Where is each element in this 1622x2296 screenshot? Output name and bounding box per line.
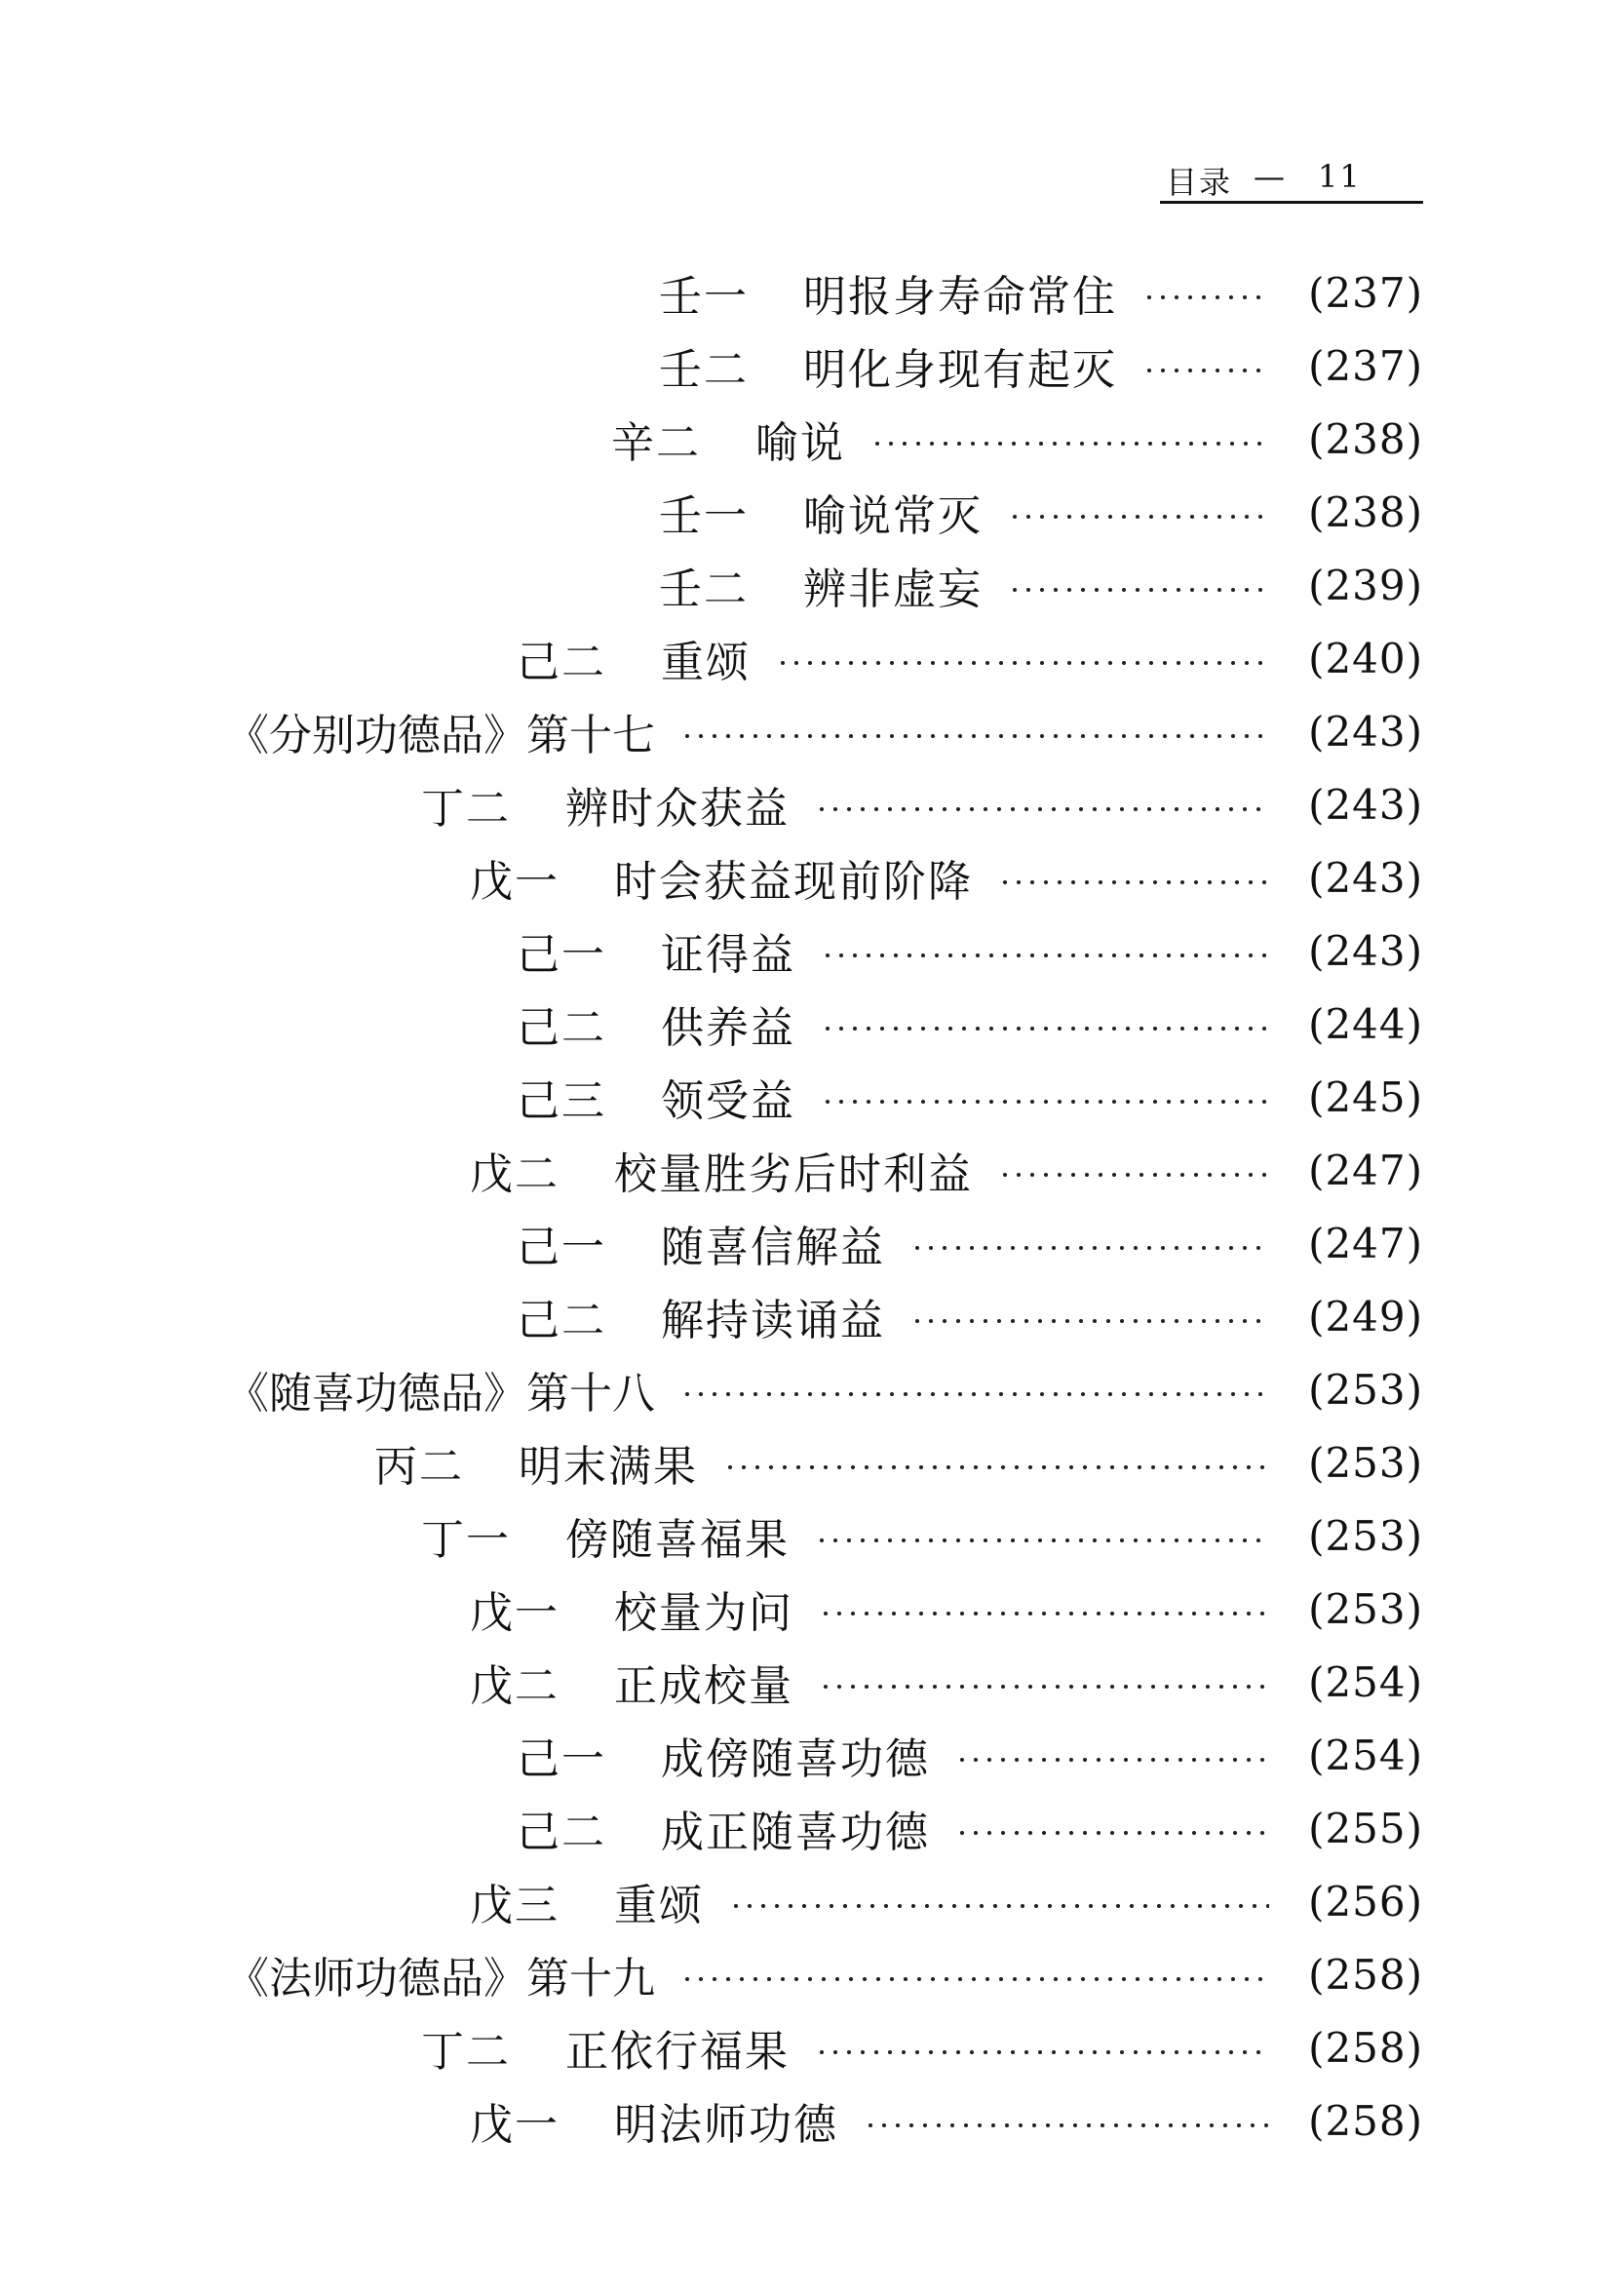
toc-entry-code: 戊一 [470,857,560,907]
toc-entry-code: 丙二 [374,1442,464,1492]
toc-entry-code: 戊三 [470,1881,560,1930]
toc-entry-title: 正成校量 [614,1661,793,1711]
toc-entry [421,1506,1423,1565]
toc-entry [517,629,1423,687]
toc-entry-page: (238) [1308,487,1423,536]
toc-entry-title: 傍随喜福果 [565,1515,790,1565]
dot-leader [723,1465,1269,1469]
toc-entry [470,1872,1423,1930]
toc-entry [517,994,1423,1053]
toc-entry-code: 壬一 [659,272,749,322]
toc-entry-code: 戊二 [470,1661,560,1711]
dot-leader [819,1685,1269,1689]
toc-chapter-entry [226,1945,1423,2004]
toc-entry-code: 壬一 [659,491,749,541]
dot-leader [819,1612,1269,1615]
toc-entry [659,336,1423,395]
toc-entry-code: 己二 [517,1808,606,1857]
dot-leader [1142,369,1269,372]
toc-entry [517,1287,1423,1345]
toc-entry-page: (253) [1308,1511,1423,1560]
toc-entry-code: 戊一 [470,2100,560,2150]
toc-entry-title: 明法师功德 [614,2100,838,2150]
dot-leader [680,734,1269,738]
toc-entry-title: 明报身寿命常住 [803,272,1117,322]
toc-entry [517,1214,1423,1272]
toc-entry-title: 成傍随喜功德 [661,1734,930,1784]
toc-entry-page: (243) [1308,926,1423,975]
dot-leader [870,442,1269,446]
toc-entry-title: 供养益 [661,1003,795,1053]
dot-leader [998,1173,1269,1177]
toc-entry-code: 己二 [517,1296,606,1345]
toc-entry-title: 辨非虚妄 [803,564,983,614]
toc-entry-title: 喻说常灭 [803,491,983,541]
toc-entry-title: 重颂 [614,1881,704,1930]
toc-entry-title: 明末满果 [519,1442,698,1492]
toc-entry-title: 辨时众获益 [565,784,790,834]
toc-entry-title: 校量胜劣后时利益 [614,1149,973,1199]
toc-entry-page: (258) [1308,2023,1423,2072]
toc-entry-page: (238) [1308,414,1423,463]
toc-entry [611,409,1423,468]
toc-entry-title: 正依行福果 [565,2027,790,2077]
toc-entry-page: (258) [1308,2096,1423,2145]
toc-entry-page: (237) [1308,268,1423,317]
dot-leader [1008,515,1269,519]
toc-entry-title: 证得益 [661,930,795,980]
toc-entry-page: (243) [1308,707,1423,756]
dot-leader [998,880,1269,884]
header-section-label: 目录 [1166,164,1233,201]
toc-entry-code: 己一 [517,1223,606,1272]
toc-entry-code: 丁二 [421,784,511,834]
toc-entry-title: 领受益 [661,1076,795,1126]
toc-entry-code: 丁二 [421,2027,511,2077]
toc-entry-code: 壬二 [659,564,749,614]
toc-entry-page: (253) [1308,1438,1423,1487]
toc-entry-page: (256) [1308,1877,1423,1926]
dot-leader [776,661,1269,665]
dot-leader [815,1538,1269,1542]
toc-chapter-entry [226,702,1423,760]
dot-leader [1142,295,1269,299]
toc-entry-title: 时会获益现前阶降 [614,857,973,907]
toc-chapter-entry [226,1360,1423,1419]
toc-entry-page: (240) [1308,634,1423,682]
toc-entry [421,775,1423,834]
toc-entry-page: (244) [1308,999,1423,1048]
toc-chapter-title: 《分别功德品》第十七 [226,711,655,760]
dot-leader [910,1246,1269,1250]
toc-entry [517,921,1423,980]
dot-leader [864,2123,1269,2127]
toc-entry [470,1579,1423,1638]
toc-entry-code: 己一 [517,930,606,980]
toc-chapter-title: 《法师功德品》第十九 [226,1954,655,2004]
dot-leader [821,1100,1269,1104]
toc-entry [517,1726,1423,1784]
toc-entry [659,263,1423,322]
toc-entry-page: (253) [1308,1584,1423,1633]
toc-entry-code: 壬二 [659,345,749,395]
toc-entry-page: (254) [1308,1731,1423,1779]
toc-entry-code: 戊二 [470,1149,560,1199]
dot-leader [1008,588,1269,592]
toc-entry-title: 重颂 [661,638,751,687]
toc-entry [517,1799,1423,1857]
toc-entry [470,2091,1423,2150]
toc-entry-page: (247) [1308,1219,1423,1267]
toc-entry-page: (249) [1308,1292,1423,1341]
toc-entry-code: 戊一 [470,1588,560,1638]
toc-entry [470,1653,1423,1711]
toc-entry-page: (237) [1308,341,1423,390]
header-page-number: 11 [1318,158,1362,195]
dot-leader [821,1027,1269,1031]
toc-entry-page: (243) [1308,853,1423,902]
dot-leader [815,2050,1269,2054]
dot-leader [729,1904,1269,1908]
toc-entry-page: (255) [1308,1804,1423,1852]
toc-entry-page: (245) [1308,1072,1423,1121]
dot-leader [680,1392,1269,1396]
toc-entry-page: (243) [1308,780,1423,829]
toc-entry-code: 辛二 [611,418,701,468]
toc-entry-code: 己一 [517,1734,606,1784]
dot-leader [955,1831,1269,1835]
dot-leader [910,1319,1269,1323]
dot-leader [815,807,1269,811]
header-dash: — [1254,158,1287,195]
toc-entry [421,2018,1423,2077]
toc-entry-code: 己二 [517,1003,606,1053]
dot-leader [955,1758,1269,1762]
toc-entry [517,1068,1423,1126]
toc-entry-code: 丁一 [421,1515,511,1565]
toc-entry-title: 喻说 [755,418,845,468]
toc-entry [659,556,1423,614]
toc-entry-title: 随喜信解益 [661,1223,885,1272]
toc-entry-title: 解持读诵益 [661,1296,885,1345]
dot-leader [821,953,1269,957]
toc-entry-page: (239) [1308,561,1423,609]
toc-entry [659,483,1423,541]
toc-entry [470,1141,1423,1199]
toc-entry-page: (247) [1308,1146,1423,1194]
toc-entry-page: (253) [1308,1365,1423,1414]
toc-entry [470,848,1423,907]
toc-entry [374,1433,1423,1492]
toc-entry-code: 己三 [517,1076,606,1126]
toc-chapter-title: 《随喜功德品》第十八 [226,1369,655,1419]
toc-entry-code: 己二 [517,638,606,687]
toc-entry-title: 成正随喜功德 [661,1808,930,1857]
toc-entry-page: (254) [1308,1657,1423,1706]
dot-leader [680,1977,1269,1981]
toc-entry-title: 明化身现有起灭 [803,345,1117,395]
toc-entry-title: 校量为问 [614,1588,793,1638]
toc-entry-page: (258) [1308,1950,1423,1999]
